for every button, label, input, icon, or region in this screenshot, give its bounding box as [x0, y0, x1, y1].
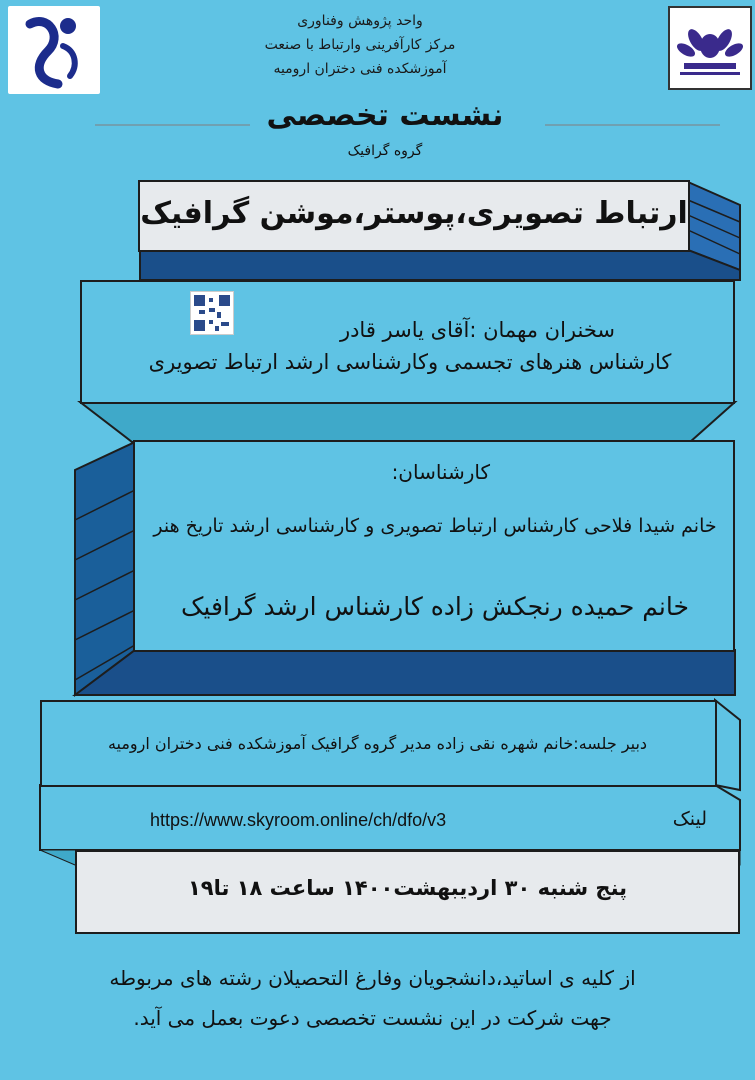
university-logo-icon — [8, 6, 100, 94]
experts-heading: کارشناسان: — [391, 460, 490, 484]
expert-2: خانم حمیده رنجکش زاده کارشناس ارشد گرافیک — [181, 592, 689, 621]
header-line-2: مرکز کارآفرینی وارتباط با صنعت — [264, 37, 456, 53]
page-title: نشست تخصصی — [266, 98, 504, 133]
invitation-line-2: جهت شرکت در این نشست تخصصی دعوت بعمل می آید. — [133, 1006, 612, 1030]
page-subtitle: گروه گرافیک — [347, 143, 423, 159]
link-label: لینک — [672, 808, 707, 830]
invitation-line-1: از کلیه ی اساتید،دانشجویان وفارغ التحصیلان رشته های مربوطه — [109, 966, 636, 990]
university-logo — [8, 6, 100, 94]
qr-code-icon — [190, 291, 234, 335]
secretary-text: دبیر جلسه:خانم شهره نقی زاده مدیر گروه گرافیک آموزشکده فنی دختران ارومیه — [107, 734, 648, 753]
expert-1: خانم شیدا فلاحی کارشناس ارتباط تصویری و کارشناسی ارشد تاریخ هنر — [153, 515, 717, 537]
institute-logo-icon — [670, 8, 750, 88]
event-date: پنج شنبه ۳۰ اردیبهشت۱۴۰۰ ساعت ۱۸ تا۱۹ — [187, 876, 628, 900]
header-line-3: آموزشکده فنی دختران ارومیه — [273, 61, 447, 77]
institute-logo — [668, 6, 752, 90]
header-line-1: واحد پژوهش وفناوری — [297, 13, 423, 29]
speaker-name: سخنران مهمان :آقای یاسر قادر — [339, 318, 615, 342]
topic-title: ارتباط تصویری،پوستر،موشن گرافیک — [140, 196, 688, 231]
speaker-title: کارشناس هنرهای تجسمی وکارشناسی ارشد ارتباط تصویری — [148, 350, 672, 374]
speaker-box — [80, 280, 735, 404]
meeting-link[interactable]: https://www.skyroom.online/ch/dfo/v3 — [150, 810, 447, 830]
